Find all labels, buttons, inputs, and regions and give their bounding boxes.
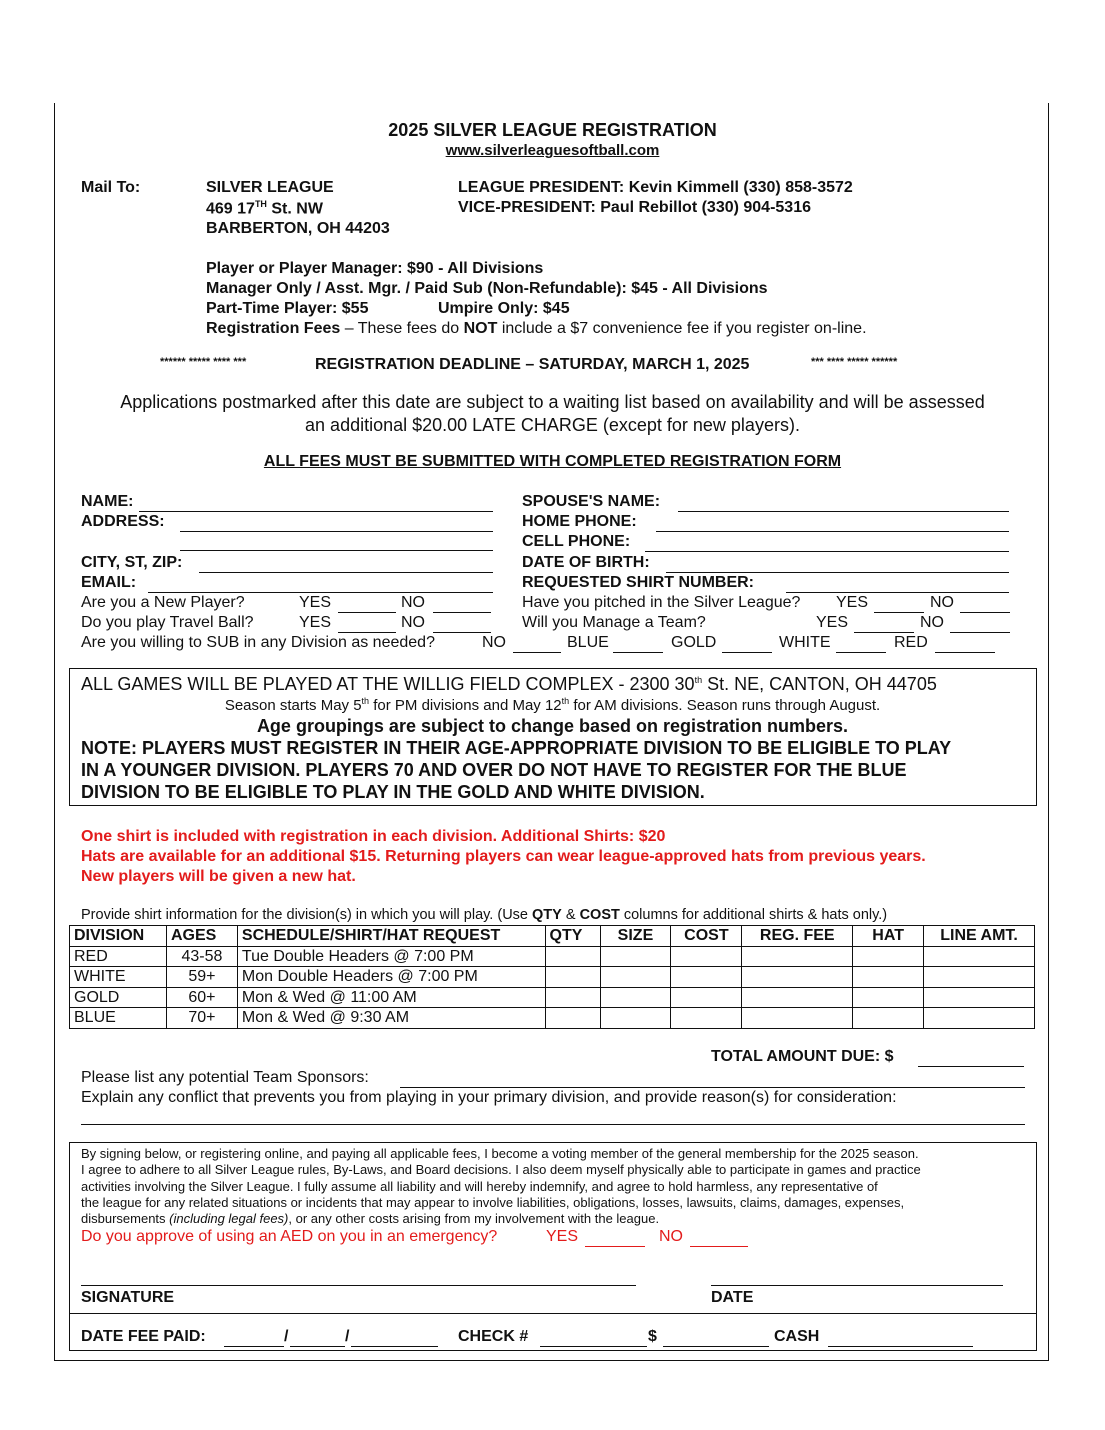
line-amt-cell[interactable] [924, 946, 1035, 967]
line-amt-cell[interactable] [924, 967, 1035, 988]
location-line: ALL GAMES WILL BE PLAYED AT THE WILLIG FIELD COMPLEX - 2300 30th St. NE, CANTON, OH 44705 [81, 674, 937, 694]
shirt-number-field[interactable] [786, 592, 1009, 593]
sub-blue-label: BLUE [567, 634, 609, 651]
fee-part-time: Part-Time Player: $55 [206, 300, 369, 317]
shirt-note: One shirt is included with registration in each division. Additional Shirts: $20 [81, 828, 666, 845]
col-hat: HAT [853, 926, 924, 947]
city-field[interactable] [199, 572, 493, 573]
pitched-yes-field[interactable] [874, 612, 924, 613]
shirt-number-label: REQUESTED SHIRT NUMBER: [522, 574, 755, 591]
division-cell: GOLD [70, 987, 167, 1008]
shirt-instructions: Provide shirt information for the division(s) in which you will play. (Use QTY & COST columns for additional shirts & hats only.) [81, 907, 888, 923]
date-fee-year-field[interactable] [351, 1346, 438, 1347]
mail-to-label: Mail To: [81, 179, 141, 196]
division-table [69, 925, 1035, 1029]
agreement-line-2: I agree to adhere to all Silver League rules, By-Laws, and Board decisions. I also deem myself physically able to participate in games and practice [81, 1162, 921, 1177]
date-fee-paid-label: DATE FEE PAID: [81, 1328, 206, 1345]
qty-cell[interactable] [545, 1008, 600, 1029]
ages-cell: 70+ [166, 1008, 237, 1029]
fee-umpire: Umpire Only: $45 [438, 300, 570, 317]
new-hat-note: New players will be given a new hat. [81, 868, 356, 885]
sub-white-label: WHITE [779, 634, 831, 651]
new-player-no-field[interactable] [433, 612, 491, 613]
total-amount-field[interactable] [918, 1066, 1024, 1067]
division-cell: BLUE [70, 1008, 167, 1029]
division-cell: WHITE [70, 967, 167, 988]
conflict-label: Explain any conflict that prevents you from playing in your primary division, and provide reason(s) for consideration: [81, 1089, 897, 1106]
qty-cell[interactable] [545, 967, 600, 988]
home-phone-label: HOME PHONE: [522, 513, 637, 530]
website-link[interactable]: www.silverleaguesoftball.com [445, 142, 660, 159]
sub-no-field[interactable] [513, 652, 561, 653]
new-player-no-label: NO [401, 594, 425, 611]
table-row [70, 946, 1035, 967]
col-ages: AGES [166, 926, 237, 947]
manage-no-field[interactable] [950, 632, 1010, 633]
cost-cell[interactable] [671, 987, 742, 1008]
table-row [70, 987, 1035, 1008]
hat-cell[interactable] [853, 1008, 924, 1029]
agreement-line-1: By signing below, or registering online, and paying all applicable fees, I become a voting member of the general membership for the 2025 season. [81, 1146, 919, 1161]
travel-ball-yes-label: YES [299, 614, 332, 631]
table-row [70, 967, 1035, 988]
manage-no-label: NO [920, 614, 944, 631]
age-groupings-note: Age groupings are subject to change based on registration numbers. [256, 716, 849, 736]
aed-yes-field[interactable] [585, 1246, 645, 1247]
division-cell: RED [70, 946, 167, 967]
email-field[interactable] [148, 592, 493, 593]
deadline-stars-left: ****** ***** **** *** [160, 356, 247, 368]
eligibility-note-1: NOTE: PLAYERS MUST REGISTER IN THEIR AGE-APPROPRIATE DIVISION TO BE ELIGIBLE TO PLAY [81, 738, 952, 758]
aed-yes-label: YES [546, 1228, 579, 1245]
line-amt-cell[interactable] [924, 1008, 1035, 1029]
eligibility-note-2: IN A YOUNGER DIVISION. PLAYERS 70 AND OVER DO NOT HAVE TO REGISTER FOR THE BLUE [81, 760, 907, 780]
travel-ball-no-label: NO [401, 614, 425, 631]
sponsors-field[interactable] [400, 1087, 1025, 1088]
col-schedule: SCHEDULE/SHIRT/HAT REQUEST [237, 926, 545, 947]
date-fee-month-field[interactable] [224, 1346, 284, 1347]
ages-cell: 60+ [166, 987, 237, 1008]
mail-city: BARBERTON, OH 44203 [206, 220, 390, 237]
mail-street: 469 17TH St. NW [206, 199, 323, 218]
travel-ball-yes-field[interactable] [338, 632, 396, 633]
cost-cell[interactable] [671, 946, 742, 967]
travel-ball-no-field[interactable] [433, 632, 491, 633]
col-size: SIZE [600, 926, 671, 947]
all-fees-notice: ALL FEES MUST BE SUBMITTED WITH COMPLETED REGISTRATION FORM [263, 453, 842, 470]
size-cell[interactable] [600, 967, 671, 988]
new-player-question: Are you a New Player? [81, 594, 245, 611]
check-label: CHECK # [458, 1328, 529, 1345]
cell-phone-field[interactable] [645, 551, 1009, 552]
sub-blue-field[interactable] [613, 652, 663, 653]
reg-fee-cell[interactable] [742, 946, 853, 967]
aed-no-label: NO [659, 1228, 683, 1245]
address-label: ADDRESS: [81, 513, 165, 530]
sub-no-label: NO [482, 634, 506, 651]
col-cost: COST [671, 926, 742, 947]
eligibility-note-3: DIVISION TO BE ELIGIBLE TO PLAY IN THE GOLD AND WHITE DIVISION. [81, 782, 705, 802]
size-cell[interactable] [600, 1008, 671, 1029]
hat-note: Hats are available for an additional $15. Returning players can wear league-approved hats from previous years. [81, 848, 926, 865]
cost-cell[interactable] [671, 967, 742, 988]
sub-red-field[interactable] [935, 652, 995, 653]
agreement-line-5: disbursements (including legal fees), or any other costs arising from my involvement with the league. [81, 1211, 660, 1226]
schedule-cell: Mon & Wed @ 11:00 AM [237, 987, 545, 1008]
date-label: DATE [711, 1289, 754, 1306]
sub-white-field[interactable] [836, 652, 886, 653]
ages-cell: 43-58 [166, 946, 237, 967]
hat-cell[interactable] [853, 946, 924, 967]
season-info: Season starts May 5th for PM divisions and May 12th for AM divisions. Season runs through August. [224, 696, 881, 714]
date-slash-1: / [284, 1328, 289, 1345]
check-number-field[interactable] [540, 1346, 647, 1347]
cell-phone-label: CELL PHONE: [522, 533, 631, 550]
reg-fee-cell[interactable] [742, 967, 853, 988]
pitched-yes-label: YES [836, 594, 869, 611]
schedule-cell: Tue Double Headers @ 7:00 PM [237, 946, 545, 967]
spouse-label: SPOUSE'S NAME: [522, 493, 661, 510]
manage-yes-field[interactable] [854, 632, 914, 633]
email-label: EMAIL: [81, 574, 137, 591]
address-field[interactable] [180, 531, 493, 532]
league-president: LEAGUE PRESIDENT: Kevin Kimmell (330) 858-3572 [458, 179, 853, 196]
pitched-question: Have you pitched in the Silver League? [522, 594, 801, 611]
home-phone-field[interactable] [656, 531, 1009, 532]
manage-yes-label: YES [816, 614, 849, 631]
name-label: NAME: [81, 493, 134, 510]
aed-question: Do you approve of using an AED on you in an emergency? [81, 1228, 498, 1245]
address-field-2[interactable] [180, 550, 493, 551]
manage-question: Will you Manage a Team? [522, 614, 706, 631]
size-cell[interactable] [600, 987, 671, 1008]
line-amt-cell[interactable] [924, 987, 1035, 1008]
check-amount-field[interactable] [663, 1346, 769, 1347]
reg-fee-cell[interactable] [742, 987, 853, 1008]
hat-cell[interactable] [853, 967, 924, 988]
date-fee-day-field[interactable] [290, 1346, 345, 1347]
mail-org: SILVER LEAGUE [206, 179, 334, 196]
new-player-yes-label: YES [299, 594, 332, 611]
fee-note: Registration Fees – These fees do NOT include a $7 convenience fee if you register on-line. [206, 320, 867, 337]
agreement-line-3: activities involving the Silver League. I fully assume all liability and will hereby indemnify, and agree to hold harmless, any representative of [81, 1179, 878, 1194]
ages-cell: 59+ [166, 967, 237, 988]
sponsors-label: Please list any potential Team Sponsors: [81, 1069, 369, 1086]
sub-gold-label: GOLD [671, 634, 717, 651]
form-title: 2025 SILVER LEAGUE REGISTRATION [388, 120, 717, 140]
travel-ball-question: Do you play Travel Ball? [81, 614, 254, 631]
table-row [70, 1008, 1035, 1029]
dob-label: DATE OF BIRTH: [522, 554, 650, 571]
cost-cell[interactable] [671, 1008, 742, 1029]
check-amount-label: $ [648, 1328, 657, 1345]
schedule-cell: Mon & Wed @ 9:30 AM [237, 1008, 545, 1029]
col-division: DIVISION [70, 926, 167, 947]
late-notice-2: an additional $20.00 LATE CHARGE (except for new players). [305, 415, 800, 435]
pitched-no-field[interactable] [960, 612, 1010, 613]
date-field[interactable] [711, 1285, 1003, 1286]
hat-cell[interactable] [853, 987, 924, 1008]
city-label: CITY, ST, ZIP: [81, 554, 183, 571]
page-frame-bottom [54, 1360, 1049, 1361]
qty-cell[interactable] [545, 987, 600, 1008]
late-notice-1: Applications postmarked after this date are subject to a waiting list based on availability and will be assessed [120, 392, 985, 412]
qty-cell[interactable] [545, 946, 600, 967]
agreement-line-4: the league for any related situations or incidents that may appear to involve liabilities, obligations, losses, lawsuits, claims, damages, expenses, [81, 1195, 905, 1210]
payment-divider [69, 1313, 1037, 1314]
fee-manager: Manager Only / Asst. Mgr. / Paid Sub (Non-Refundable): $45 - All Divisions [206, 280, 768, 297]
aed-no-field[interactable] [690, 1246, 748, 1247]
name-field[interactable] [139, 511, 493, 512]
signature-label: SIGNATURE [81, 1289, 175, 1306]
reg-fee-cell[interactable] [742, 1008, 853, 1029]
sub-question: Are you willing to SUB in any Division as needed? [81, 634, 435, 651]
sub-gold-field[interactable] [722, 652, 772, 653]
signature-field[interactable] [81, 1285, 636, 1286]
deadline-stars-right: *** **** ***** ****** [811, 356, 898, 368]
col-line-amt: LINE AMT. [924, 926, 1035, 947]
dob-field[interactable] [666, 572, 1009, 573]
col-qty: QTY [545, 926, 600, 947]
total-amount-label: TOTAL AMOUNT DUE: $ [711, 1048, 894, 1065]
vice-president: VICE-PRESIDENT: Paul Rebillot (330) 904-5316 [458, 199, 811, 216]
sub-red-label: RED [894, 634, 928, 651]
fee-player: Player or Player Manager: $90 - All Divisions [206, 260, 544, 277]
spouse-field[interactable] [678, 511, 1009, 512]
cash-label: CASH [774, 1328, 820, 1345]
pitched-no-label: NO [930, 594, 954, 611]
conflict-field[interactable] [81, 1124, 1025, 1125]
size-cell[interactable] [600, 946, 671, 967]
table-header-row [70, 926, 1035, 947]
date-slash-2: / [345, 1328, 350, 1345]
schedule-cell: Mon Double Headers @ 7:00 PM [237, 967, 545, 988]
col-reg-fee: REG. FEE [742, 926, 853, 947]
cash-field[interactable] [828, 1346, 973, 1347]
registration-deadline: REGISTRATION DEADLINE – SATURDAY, MARCH 1, 2025 [315, 356, 750, 373]
new-player-yes-field[interactable] [338, 612, 396, 613]
